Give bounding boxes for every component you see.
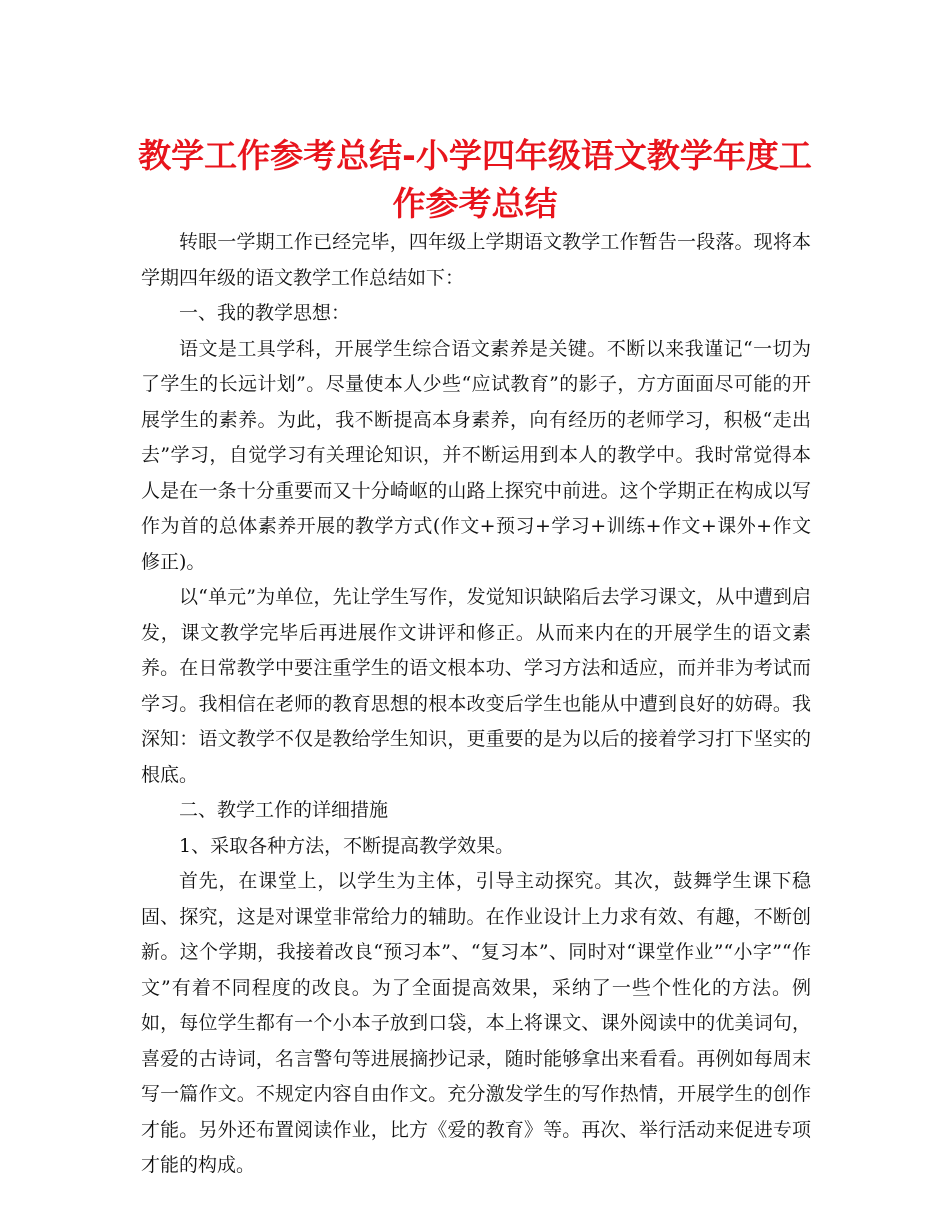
document-title: 教学工作参考总结-小学四年级语文教学年度工作参考总结 (138, 136, 812, 223)
heading-teaching-philosophy: 一、我的教学思想： (179, 302, 351, 324)
paragraph-intro: 转眼一学期工作已经完毕，四年级上学期语文教学工作暂告一段落。现将本学期四年级的语文教学工作总结如下： (141, 231, 811, 289)
subheading-methods: 1、采取各种方法，不断提高教学效果。 (179, 834, 515, 857)
document-body (141, 225, 811, 1184)
paragraph-unit-method: 以“单元”为单位，先让学生写作，发觉知识缺陷后去学习课文，从中遭到启发，课文教学完毕后再进展作文讲评和修正。从而来内在的开展学生的语文素养。在日常教学中要注重学生的语文根本功、学习方法和适应，而并非为考试而学习。我相信在老师的教育思想的根本改变后学生也能从中遭到良好的妨碍。我深知：语文教学不仅是教给学生知识，更重要的是为以后的接着学习打下坚实的根底。 (141, 586, 811, 786)
paragraph-philosophy: 语文是工具学科，开展学生综合语文素养是关键。不断以来我谨记“一切为了学生的长远计划”。尽量使本人少些“应试教育”的影子，方方面面尽可能的开展学生的素养。为此，我不断提高本身素养，向有经历的老师学习，积极“走出去”学习，自觉学习有关理论知识，并不断运用到本人的教学中。我时常觉得本人是在一条十分重要而又十分崎岖的山路上探究中前进。这个学期正在构成以写作为首的总体素养开展的教学方式(作文+预习+学习+训练+作文+课外+作文修正)。 (141, 337, 811, 573)
paragraph-methods: 首先，在课堂上，以学生为主体，引导主动探究。其次，鼓舞学生课下稳固、探究，这是对课堂非常给力的辅助。在作业设计上力求有效、有趣，不断创新。这个学期，我接着改良“预习本”、“复习本”、同时对“课堂作业”“小字”“作文”有着不同程度的改良。为了全面提高效果，采纳了一些个性化的方法。例如，每位学生都有一个小本子放到口袋，本上将课文、课外阅读中的优美词句，喜爱的古诗词，名言警句等进展摘抄记录，随时能够拿出来看看。再例如每周末写一篇作文。不规定内容自由作文。充分激发学生的写作热情，开展学生的创作才能。另外还布置阅读作业，比方《爱的教育》等。再次、举行活动来促进专项才能的构成。 (141, 870, 811, 1176)
heading-detailed-measures: 二、教学工作的详细措施 (179, 799, 389, 821)
